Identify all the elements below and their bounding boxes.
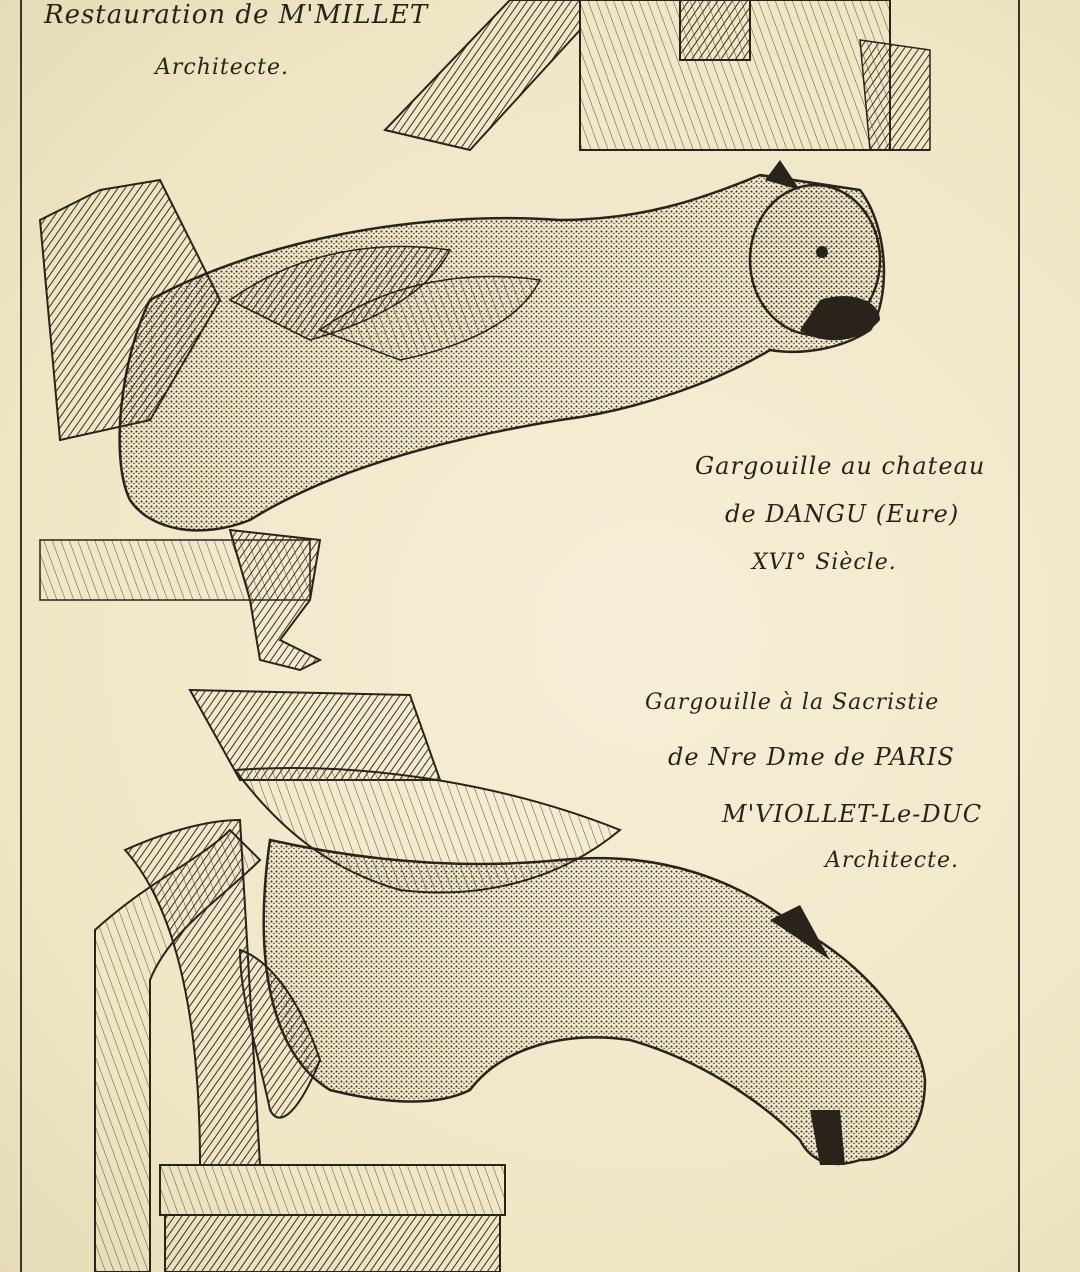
bottom-caption-line3: M'VIOLLET-Le-DUC <box>722 800 983 828</box>
middle-caption-line3: XVI° Siècle. <box>752 550 897 575</box>
top-roof-fragment <box>385 0 930 150</box>
top-caption-line2: Architecte. <box>155 55 289 80</box>
bottom-caption-line1: Gargouille à la Sacristie <box>645 690 940 715</box>
bottom-caption-line2: de Nre Dme de PARIS <box>668 743 955 771</box>
notre-dame-gargoyle <box>95 690 925 1272</box>
dangu-gargoyle <box>40 160 884 670</box>
middle-caption-line2: de DANGU (Eure) <box>725 500 960 528</box>
middle-caption-line1: Gargouille au chateau <box>695 452 986 480</box>
bottom-caption-line4: Architecte. <box>825 848 959 873</box>
top-caption-line1: Restauration de M'MILLET <box>44 0 429 30</box>
